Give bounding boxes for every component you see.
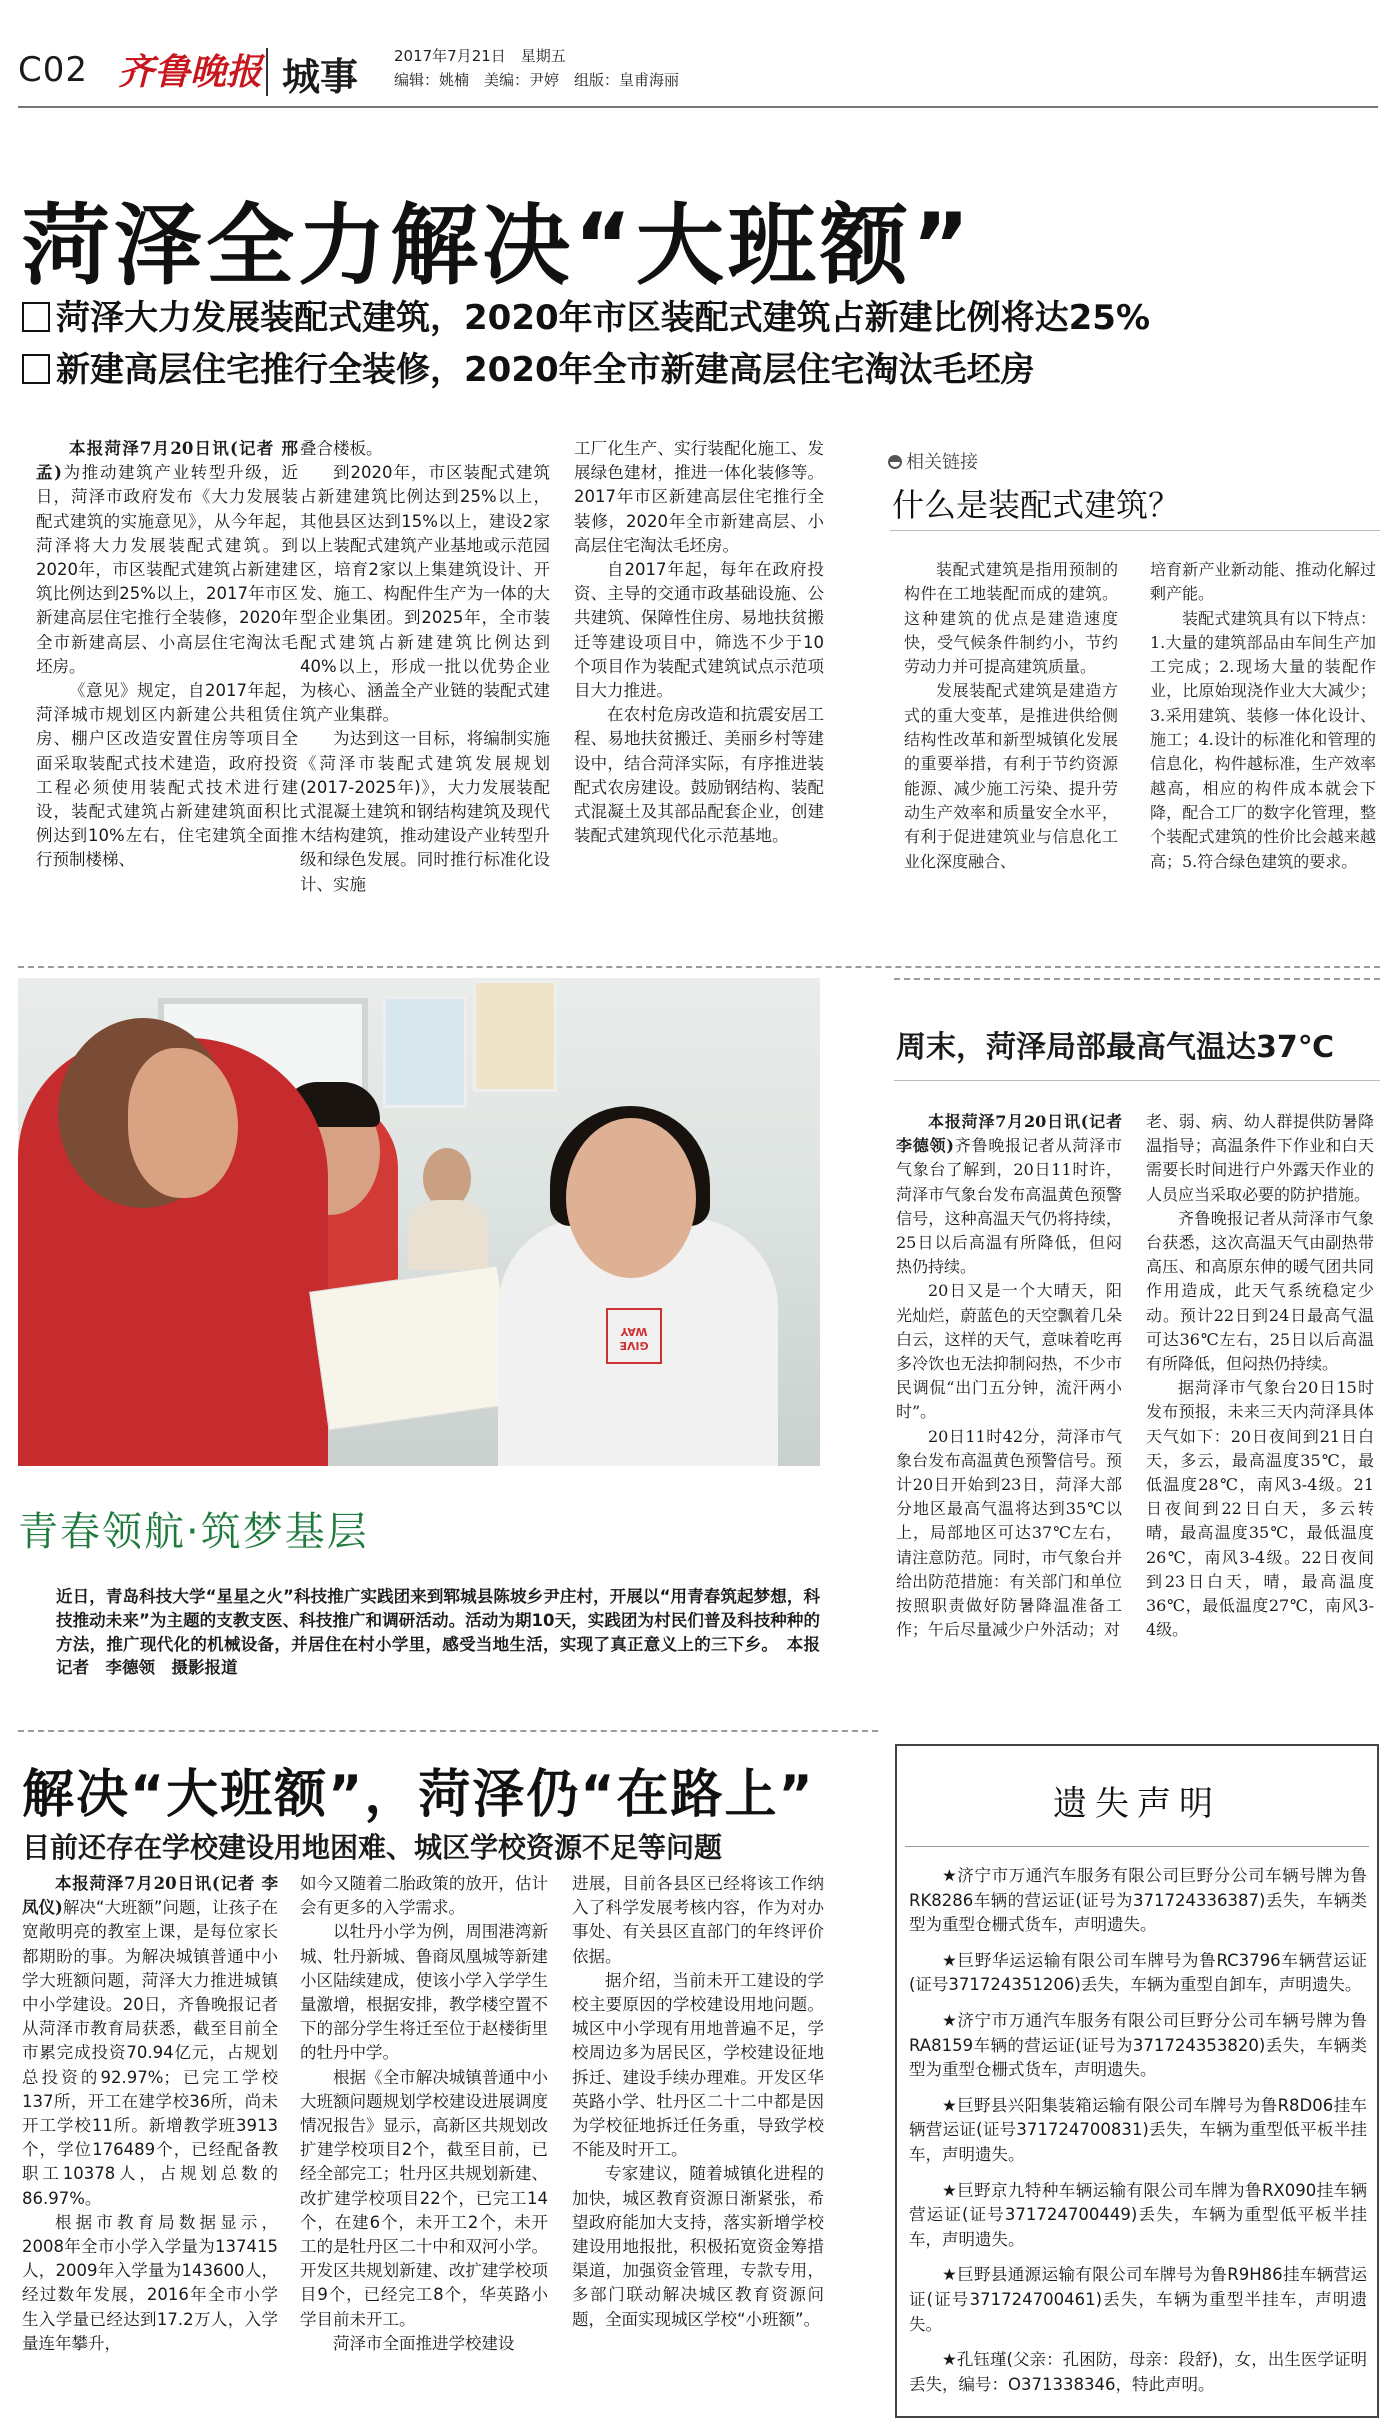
notice-item: ★巨野华运运输有限公司车牌号为鲁RC3796车辆营运证(证号371724351206)丢失，车辆为重型自卸车，声明遗失。: [909, 1950, 1367, 1995]
notice-item: ★巨野县通源运输有限公司车牌号为鲁R9H86挂车辆营运证(证号371724700461)丢失，车辆为重型半挂车，声明遗失。: [909, 2265, 1367, 2334]
weather-column-1: 本报菏泽7月20日讯(记者 李德领)齐鲁晚报记者从菏泽市气象台了解到，20日11时许，菏泽市气象台发布高温黄色预警信号，这种高温天气仍将持续，25日以后高温有所降低，但闷热仍持续。 20日又是一个大晴天，阳光灿烂，蔚蓝色的天空飘着几朵白云，这样的天气，意味着吃再多冷饮也无法抑制闷热，不少市民调侃“出门五分钟，流汗两小时”。 20日11时42分，菏泽市气象台发布高温黄色预警信号。预计20日开始到23日，菏泽大部分地区最高气温将达到35℃以上，局部地区可达37℃左右，请注意防范。同时，市气象台并给出防范措施：有关部门和单位按照职责做好防暑降温准备工作；午后尽量减少户外活动；对: [896, 1112, 1122, 1640]
notice-item: ★巨野京九特种车辆运输有限公司车牌为鲁RX090挂车辆营运证(证号371724700449)丢失，车辆为重型低平板半挂车，声明遗失。: [909, 2180, 1367, 2249]
notice-item: ★济宁市万通汽车服务有限公司巨野分公司车辆号牌为鲁RA8159车辆的营运证(证号为371724353820)丢失，车辆类型为重型仓栅式货车，声明遗失。: [909, 2010, 1367, 2080]
related-link-tag: 相关链接: [888, 448, 978, 474]
notice-body: [909, 1864, 1367, 2408]
notice-title: 遗失声明: [1053, 1784, 1221, 1824]
weather-column-2: 老、弱、病、幼人群提供防暑降温指导；高温条件下作业和白天需要长时间进行户外露天作业的人员应当采取必要的防护措施。 齐鲁晚报记者从菏泽市气象台获悉，这次高温天气由副热带高压、和高原东伸的暖气团共同作用造成，此天气系统稳定少动。预计22日到24日最高气温可达36℃左右，25日以后高温有所降低，但闷热仍持续。 据菏泽市气象台20日15时发布预报，未来三天内菏泽具体天气如下：20日夜间到21日白天，多云，最高温度35℃，最低温度28℃，南风3-4级。21日夜间到22日白天，多云转晴，最高温度35℃，最低温度26℃，南风3-4级。22日夜间到23日白天，晴，最高温度36℃，最低温度27℃，南风3-4级。: [1146, 1112, 1374, 1640]
weather-headline: 周末，菏泽局部最高气温达37℃: [896, 1030, 1335, 1065]
photo-caption: 近日，青岛科技大学“星星之火”科技推广实践团来到郓城县陈坡乡尹庄村，开展以“用青春筑起梦想，科技推动未来”为主题的支教支医、科技推广和调研活动。活动为期10天，实践团为村民们普及科技种种的方法，推广现代化的机械设备，并居住在村小学里，感受当地生活，实现了真正意义上的三下乡。 本报记者 李德领 摄影报道: [56, 1587, 820, 1678]
weather-dateline: 本报菏泽7月20日讯(记者 李德领): [896, 1112, 1122, 1156]
half-circle-icon: [888, 455, 902, 469]
lead-column-2: 叠合楼板。 到2020年，市区装配式建筑占新建建筑比例达到25%以上，其他县区达到15%以上，建设2家以上装配式建筑产业基地或示范园区，培育2家以上集建筑设计、开发、施工、构配件生产为一体的大型企业集团。到2025年，全市装配式建筑占新建建筑比例达到40%以上，形成一批以优势企业为核心、涵盖全产业链的装配式建筑产业集群。 为达到这一目标，将编制实施《菏泽市装配式建筑发展规划(2017-2025年)》，大力发展装配式混凝土建筑和钢结构建筑及现代木结构建筑，推动建设产业转型升级和绿色发展。同时推行标准化设计、实施: [300, 439, 550, 894]
weather-rule: [894, 1080, 1380, 1081]
photo-title: 青春领航·筑梦基层: [18, 1509, 369, 1555]
second-subhead: 目前还存在学校建设用地困难、城区学校资源不足等问题: [22, 1831, 723, 1864]
tshirt-print: GIVE WAY: [606, 1308, 662, 1364]
issue-date: 2017年7月21日 星期五: [394, 47, 566, 65]
lost-notice-box: [895, 1744, 1379, 2418]
notice-item: ★孔钰瑾(父亲：孔困防，母亲：段舒)，女，出生医学证明丢失，编号：O371338346，特此声明。: [909, 2350, 1367, 2394]
lead-column-3: 工厂化生产、实行装配化施工、发展绿色建材，推进一体化装修等。2017年市区新建高层住宅推行全装修，2020年全市新建高层、小高层住宅淘汰毛坯房。 自2017年起，每年在政府投资、主导的交通市政基础设施、公共建筑、保障性住房、易地扶贫搬迁等建设项目中，筛选不少于10个项目作为装配式建筑试点示范项目大力推进。 在农村危房改造和抗震安居工程、易地扶贫搬迁、美丽乡村等建设中，结合菏泽实际，有序推进装配式农房建设。鼓励钢结构、装配式混凝土及其部品配套企业，创建装配式建筑现代化示范基地。: [574, 439, 824, 846]
weather-top-divider: [894, 978, 1380, 980]
second-column-3: 进展，目前各县区已经将该工作纳入了科学发展考核内容，作为对办事处、有关县区直部门的年终评价依据。 据介绍，当前未开工建设的学校主要原因的学校建设用地问题。城区中小学现有用地普遍不足，学校周边多为居民区，学校建设征地拆迁、建设手续办理难。开发区华英路小学、牡丹区二十二中都是因为学校征地拆迁任务重，导致学校不能及时开工。 专家建议，随着城镇化进程的加快，城区教育资源日渐紧张，希望政府能加大支持，落实新增学校建设用地报批，积极拓宽资金筹措渠道，加强资金管理，专款专用，多部门联动解决城区教育资源问题，全面实现城区学校“小班额”。: [572, 1874, 824, 2329]
related-title: 什么是装配式建筑？: [892, 486, 1181, 524]
page-number: C02: [18, 50, 89, 90]
lead-column-1: 本报菏泽7月20日讯(记者 邢孟)为推动建筑产业转型升级，近日，菏泽市政府发布《大力发展装配式建筑的实施意见》，从今年起，菏泽将大力发展装配式建筑。到2020年，市区装配式建筑占新建建筑比例达到25%以上，2017年市区新建高层住宅推行全装修，2020年全市新建高层、小高层住宅淘汰毛坯房。 《意见》规定，自2017年起，菏泽城市规划区内新建公共租赁住房、棚户区改造安置住房等项目全面采取装配式技术建造，政府投资工程必须使用装配式技术进行建设，装配式建筑占新建建筑面积比例达到10%左右，住宅建筑全面推行预制楼梯、: [36, 439, 298, 870]
second-headline: 解决“大班额”，菏泽仍“在路上”: [22, 1765, 815, 1825]
header-meta: [394, 44, 679, 92]
newspaper-logo: 齐鲁晚报: [118, 51, 263, 93]
section-divider: [18, 966, 1380, 968]
notice-rule: [905, 1846, 1369, 1847]
notice-item: ★巨野县兴阳集装箱运输有限公司车牌号为鲁R8D06挂车辆营运证(证号371724700831)丢失，车辆为重型低平板半挂车，声明遗失。: [909, 2095, 1367, 2164]
header-rule: [18, 106, 1378, 108]
second-dateline: 本报菏泽7月20日讯(记者 李凤仪): [22, 1874, 278, 1918]
header-divider: [266, 48, 268, 96]
related-column-2: 培育新产业新动能、推动化解过剩产能。 装配式建筑具有以下特点：1.大量的建筑部品由车间生产加工完成；2.现场大量的装配作业，比原始现浇作业大大减少；3.采用建筑、装修一体化设计、施工；4.设计的标准化和管理的信息化，构件越标准，生产效率越高，相应的构件成本就会下降，配合工厂的数字化管理，整个装配式建筑的性价比会越来越高；5.符合绿色建筑的要求。: [1150, 560, 1376, 871]
news-photo: [18, 978, 820, 1466]
related-column-1: 装配式建筑是指用预制的构件在工地装配而成的建筑。这种建筑的优点是建造速度快，受气候条件制约小，节约劳动力并可提高建筑质量。 发展装配式建筑是建造方式的重大变革，是推进供给侧结构性改革和新型城镇化发展的重要举措，有利于节约资源能源、减少施工污染、提升劳动生产效率和质量安全水平，有利于促进建筑业与信息化工业化深度融合、: [904, 560, 1118, 871]
editor-credits: 编辑：姚楠 美编：尹婷 组版：皇甫海丽: [394, 71, 680, 89]
second-column-1: 本报菏泽7月20日讯(记者 李凤仪)解决“大班额”问题，让孩子在宽敞明亮的教室上课，是每位家长都期盼的事。为解决城镇普通中小学大班额问题，菏泽大力推进城镇中小学建设。20日，齐鲁晚报记者从菏泽市教育局获悉，截至目前全市累完成投资70.94亿元，占规划总投资的92.97%；已完工学校137所，开工在建学校36所，尚未开工学校11所。新增教学班3913个，学位176489个，已经配备教职工10378人，占规划总数的86.97%。 根据市教育局数据显示，2008年全市小学入学量为137415人，2009年入学量为143600人，经过数年发展，2016年全市小学生入学量已经达到17.2万人，入学量连年攀升，: [22, 1874, 278, 2353]
notice-item: ★济宁市万通汽车服务有限公司巨野分公司车辆号牌为鲁RK8286车辆的营运证(证号为371724336387)丢失，车辆类型为重型仓栅式货车，声明遗失。: [909, 1866, 1367, 1935]
second-column-2: 如今又随着二胎政策的放开，估计会有更多的入学需求。 以牡丹小学为例，周围港湾新城、牡丹新城、鲁商凤凰城等新建小区陆续建成，使该小学入学学生量激增，根据安排，教学楼空置不下的部分学生将迁至位于赵楼街里的牡丹中学。 根据《全市解决城镇普通中小大班额问题规划学校建设进展调度情况报告》显示，高新区共规划改扩建学校项目2个，截至目前，已经全部完工；牡丹区共规划新建、改扩建学校项目22个，已完工14个，在建6个，未开工2个，未开工的是牡丹区二十中和双河小学。开发区共规划新建、改扩建学校项目9个，已经完工8个，华英路小学目前未开工。 菏泽市全面推进学校建设: [300, 1874, 548, 2353]
second-divider: [18, 1730, 878, 1732]
checkbox-square-icon: [22, 302, 50, 332]
lead-subhead-1: 菏泽大力发展装配式建筑，2020年市区装配式建筑占新建比例将达25%: [22, 290, 1150, 339]
lead-headline: 菏泽全力解决“大班额”: [22, 194, 974, 297]
page-header: [18, 40, 1378, 104]
checkbox-square-icon: [22, 354, 50, 384]
related-rule: [890, 530, 1380, 531]
lead-subhead-2: 新建高层住宅推行全装修，2020年全市新建高层住宅淘汰毛坯房: [22, 342, 1035, 391]
lead-dateline: 本报菏泽7月20日讯(记者 邢孟): [36, 439, 298, 483]
section-name: 城事: [282, 55, 359, 99]
